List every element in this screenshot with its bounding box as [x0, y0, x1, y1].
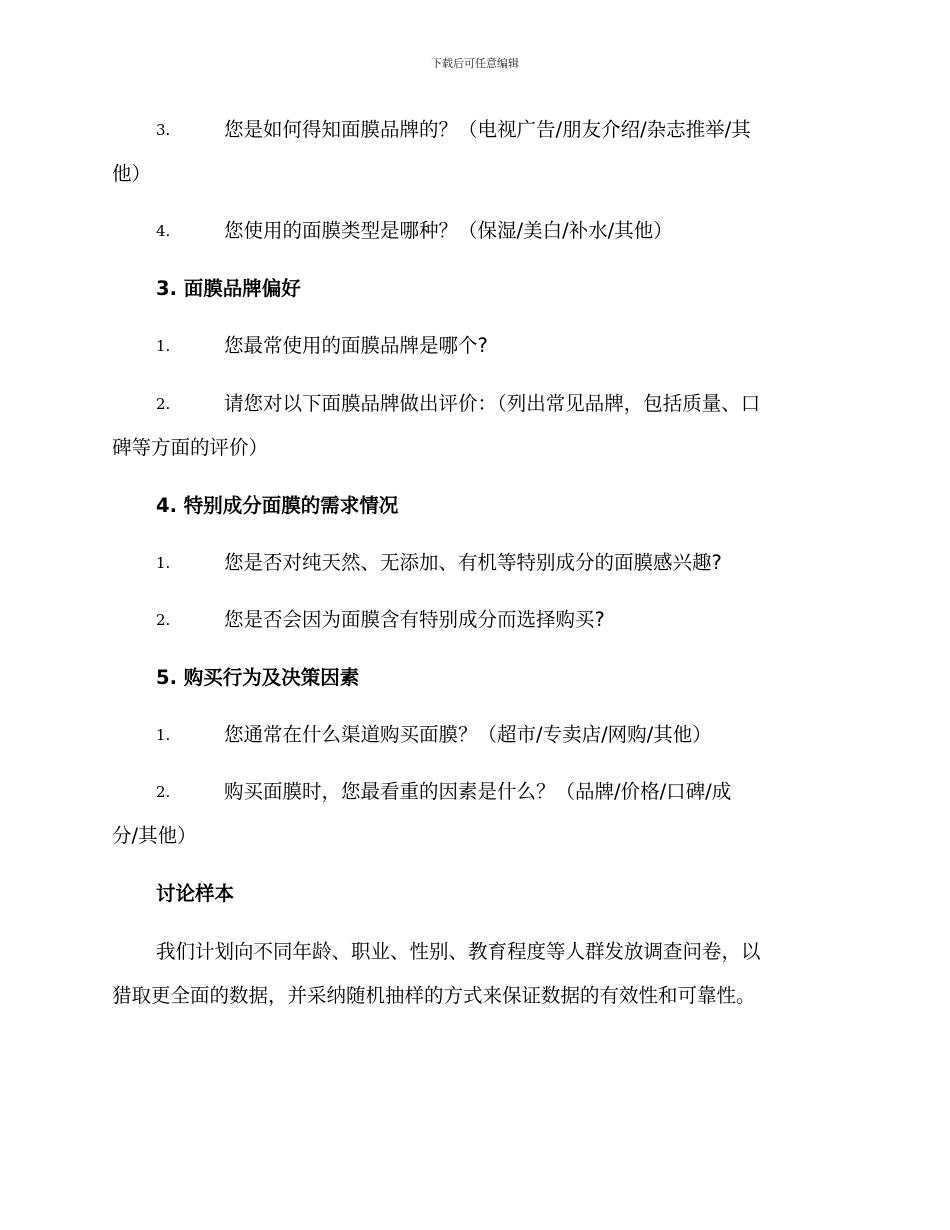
- item-number: 1.: [156, 337, 171, 355]
- section-heading: 5. 购买行为及决策因素: [156, 666, 360, 689]
- section-heading: 4. 特别成分面膜的需求情况: [156, 494, 399, 517]
- item-number: 1.: [156, 726, 171, 744]
- question-item: [112, 713, 834, 757]
- item-text: 您最常使用的面膜品牌是哪个?: [224, 334, 488, 357]
- item-text: 您是否会因为面膜含有特别成分而选择购买?: [224, 608, 605, 631]
- item-text-continued: 他）: [112, 162, 152, 185]
- question-item: [112, 598, 834, 642]
- item-text-continued: 分/其他）: [112, 824, 197, 847]
- item-text-continued: 碑等方面的评价）: [112, 436, 269, 459]
- question-item: [112, 324, 834, 368]
- item-text: 请您对以下面膜品牌做出评价：（列出常见品牌，包括质量、口: [224, 392, 761, 415]
- item-number: 4.: [156, 222, 171, 240]
- question-item: [112, 770, 834, 858]
- item-number: 2.: [156, 611, 171, 629]
- question-item: [112, 382, 834, 470]
- question-item: [112, 541, 834, 585]
- item-text: 您通常在什么渠道购买面膜？（超市/专卖店/网购/其他）: [224, 723, 712, 746]
- item-number: 3.: [156, 121, 171, 139]
- item-number: 2.: [156, 395, 171, 413]
- section-heading: 3. 面膜品牌偏好: [156, 277, 301, 300]
- item-text: 您是否对纯天然、无添加、有机等特别成分的面膜感兴趣?: [224, 551, 722, 574]
- item-text: 您是如何得知面膜品牌的？（电视广告/朋友介绍/杂志推举/其: [224, 118, 751, 141]
- item-text: 您使用的面膜类型是哪种？（保湿/美白/补水/其他）: [224, 219, 673, 242]
- paragraph-line: 我们计划向不同年龄、职业、性别、教育程度等人群发放调查问卷，以: [156, 940, 761, 963]
- item-text: 购买面膜时，您最看重的因素是什么？（品牌/价格/口碑/成: [224, 780, 732, 803]
- item-number: 1.: [156, 554, 171, 572]
- discussion-paragraph: [112, 930, 834, 1018]
- question-item: [112, 108, 834, 196]
- item-number: 2.: [156, 783, 171, 801]
- discussion-heading: 讨论样本: [156, 882, 235, 905]
- paragraph-line: 猎取更全面的数据，并采纳随机抽样的方式来保证数据的有效性和可靠性。: [112, 984, 756, 1007]
- question-item: [112, 209, 834, 253]
- page-header: 下载后可任意编辑: [431, 57, 519, 70]
